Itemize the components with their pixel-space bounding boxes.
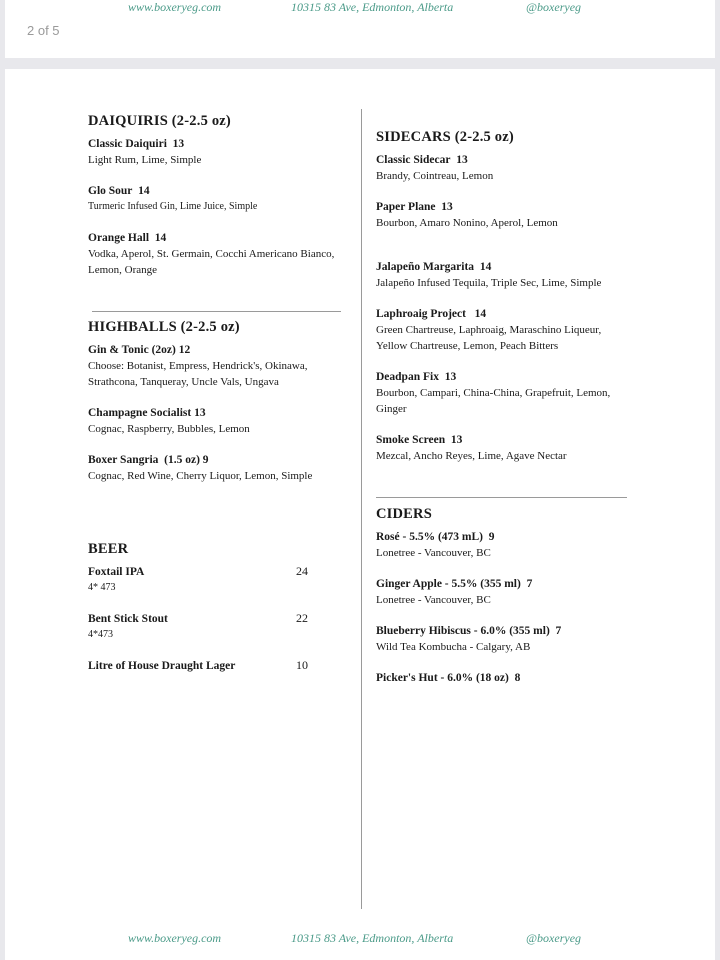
menu-item bbox=[376, 576, 626, 608]
item-price: 8 bbox=[514, 672, 521, 684]
footer-address: 10315 83 Ave, Edmonton, Alberta bbox=[291, 931, 454, 945]
menu-item bbox=[376, 199, 616, 231]
menu-item bbox=[376, 670, 626, 686]
item-price: 13 bbox=[194, 407, 206, 419]
section-title-highballs: HIGHBALLS (2-2.5 oz) bbox=[88, 319, 240, 335]
item-name: Blueberry Hibiscus - 6.0% (355 ml) bbox=[376, 625, 550, 637]
menu-item bbox=[376, 306, 616, 354]
menu-item bbox=[376, 432, 616, 464]
section-beer bbox=[88, 541, 328, 689]
menu-item bbox=[88, 183, 348, 215]
item-description: Wild Tea Kombucha - Calgary, AB bbox=[376, 641, 531, 653]
menu-item bbox=[88, 564, 328, 596]
item-description: Lonetree - Vancouver, BC bbox=[376, 547, 491, 559]
section-highballs bbox=[88, 319, 333, 499]
item-description: Brandy, Cointreau, Lemon bbox=[376, 170, 494, 182]
item-name: Boxer Sangria bbox=[88, 454, 159, 466]
menu-item bbox=[88, 136, 348, 168]
item-name: Picker's Hut - 6.0% (18 oz) bbox=[376, 672, 509, 684]
item-description: Vodka, Aperol, St. Germain, Cocchi Americano Bianco, Lemon, Orange bbox=[88, 248, 335, 276]
column-divider bbox=[361, 109, 362, 909]
item-description: Mezcal, Ancho Reyes, Lime, Agave Nectar bbox=[376, 450, 567, 462]
section-ciders bbox=[376, 506, 626, 701]
item-description: Turmeric Infused Gin, Lime Juice, Simple bbox=[88, 201, 258, 212]
menu-item bbox=[376, 369, 616, 417]
item-name: Champagne Socialist bbox=[88, 407, 192, 419]
divider-left bbox=[92, 311, 341, 312]
item-description: Green Chartreuse, Laphroaig, Maraschino Liqueur, Yellow Chartreuse, Lemon, Peach Bitters bbox=[376, 324, 602, 352]
item-price: 14 bbox=[474, 308, 487, 320]
menu-item bbox=[376, 623, 626, 655]
item-name: Glo Sour bbox=[88, 185, 133, 197]
item-name: Classic Sidecar bbox=[376, 154, 451, 166]
section-sidecars bbox=[376, 129, 616, 479]
item-description: Jalapeño Infused Tequila, Triple Sec, Lime, Simple bbox=[376, 277, 602, 289]
footer-social[interactable]: @boxeryeg bbox=[526, 0, 582, 14]
item-name: Gin & Tonic (2oz) bbox=[88, 344, 176, 356]
item-name: Rosé - 5.5% (473 mL) bbox=[376, 531, 483, 543]
menu-item bbox=[88, 230, 348, 278]
item-price: 7 bbox=[526, 578, 533, 590]
item-price: 10 bbox=[296, 658, 308, 672]
menu-item bbox=[88, 405, 333, 437]
item-name: Foxtail IPA bbox=[88, 566, 145, 578]
section-title-sidecars: SIDECARS (2-2.5 oz) bbox=[376, 129, 514, 145]
footer-website[interactable]: www.boxeryeg.com bbox=[128, 0, 222, 14]
item-price: 12 bbox=[178, 344, 191, 356]
item-description: Bourbon, Amaro Nonino, Aperol, Lemon bbox=[376, 217, 558, 229]
section-title-beer: BEER bbox=[88, 541, 129, 557]
item-name: Ginger Apple - 5.5% (355 ml) bbox=[376, 578, 521, 590]
menu-item bbox=[376, 259, 616, 291]
item-price: 14 bbox=[479, 261, 492, 273]
item-description: Lonetree - Vancouver, BC bbox=[376, 594, 491, 606]
section-daiquiris bbox=[88, 113, 348, 293]
section-title-daiquiris: DAIQUIRIS (2-2.5 oz) bbox=[88, 113, 231, 129]
item-description: 4* 473 bbox=[88, 582, 116, 593]
item-price: 9 bbox=[488, 531, 495, 543]
footer-social[interactable]: @boxeryeg bbox=[526, 931, 582, 945]
item-name: Orange Hall bbox=[88, 232, 150, 244]
item-price: 7 bbox=[555, 625, 562, 637]
item-description: Bourbon, Campari, China-China, Grapefruit, Lemon, Ginger bbox=[376, 387, 611, 415]
item-price: (1.5 oz) 9 bbox=[164, 454, 209, 466]
item-price: 13 bbox=[172, 138, 185, 150]
item-name: Laphroaig Project bbox=[376, 308, 466, 320]
menu-page bbox=[5, 69, 715, 960]
item-price: 14 bbox=[154, 232, 167, 244]
item-description: 4*473 bbox=[88, 629, 113, 640]
item-name: Paper Plane bbox=[376, 201, 436, 213]
menu-item bbox=[88, 452, 333, 484]
item-name: Deadpan Fix bbox=[376, 371, 439, 383]
item-name: Classic Daiquiri bbox=[88, 138, 167, 150]
item-price: 14 bbox=[138, 185, 150, 197]
item-description: Choose: Botanist, Empress, Hendrick's, Okinawa, Strathcona, Tanqueray, Uncle Vals, Ungava bbox=[88, 360, 308, 388]
menu-item bbox=[88, 342, 333, 390]
footer-address: 10315 83 Ave, Edmonton, Alberta bbox=[291, 0, 454, 14]
item-price: 24 bbox=[296, 564, 308, 578]
menu-item bbox=[376, 152, 616, 184]
menu-item bbox=[88, 611, 328, 643]
page-counter: 2 of 5 bbox=[27, 23, 60, 38]
item-price: 13 bbox=[444, 371, 457, 383]
item-description: Cognac, Raspberry, Bubbles, Lemon bbox=[88, 423, 250, 435]
divider-right bbox=[376, 497, 627, 498]
item-price: 13 bbox=[450, 434, 463, 446]
item-name: Smoke Screen bbox=[376, 434, 446, 446]
menu-item bbox=[88, 658, 328, 674]
item-description: Light Rum, Lime, Simple bbox=[88, 154, 202, 166]
item-name: Bent Stick Stout bbox=[88, 613, 168, 625]
item-name: Litre of House Draught Lager bbox=[88, 660, 236, 672]
footer-website[interactable]: www.boxeryeg.com bbox=[128, 931, 222, 945]
section-title-ciders: CIDERS bbox=[376, 506, 432, 522]
item-price: 22 bbox=[296, 611, 308, 625]
item-price: 13 bbox=[456, 154, 468, 166]
menu-item bbox=[376, 529, 626, 561]
item-name: Jalapeño Margarita bbox=[376, 261, 475, 273]
item-description: Cognac, Red Wine, Cherry Liquor, Lemon, Simple bbox=[88, 470, 313, 482]
item-price: 13 bbox=[441, 201, 453, 213]
